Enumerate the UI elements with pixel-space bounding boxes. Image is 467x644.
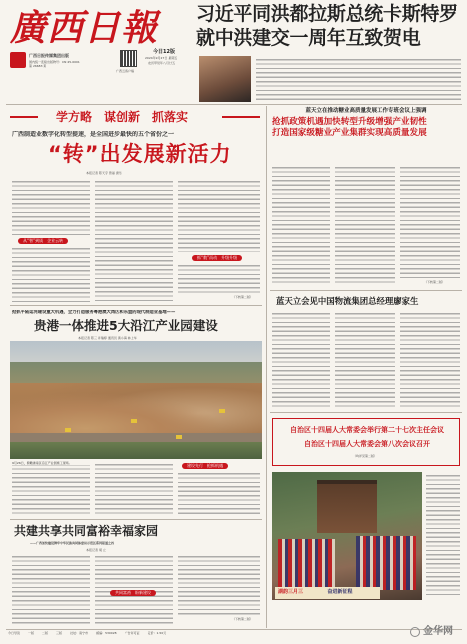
top-headline — [196, 2, 462, 50]
newspaper-logo: 廣西日報 — [10, 7, 159, 49]
lead-subhead-2: 抓“数”而动 升级升级 — [192, 255, 242, 261]
photo-story-headline: 贵港一体推进5大沿江产业园建设 — [34, 318, 218, 333]
meeting-line-2: 自治区十四届人大常委会第八次会议召开 — [304, 439, 430, 448]
footer-bar — [8, 631, 398, 641]
right-story-2-col-2 — [335, 312, 395, 408]
mid-divider — [10, 519, 262, 520]
issue-count: 第 26683 期 — [29, 64, 47, 68]
masthead-divider — [6, 104, 462, 105]
right-story-1-continued: （下转第二版） — [424, 280, 446, 284]
lead-byline: 本报记者 陈天宇 曾丽 唐乐 — [86, 171, 122, 175]
lead-headline: “转”出发展新活力 — [48, 142, 232, 166]
qr-code-icon — [120, 50, 137, 67]
right-divider-1 — [270, 290, 462, 291]
meeting-line-1: 自治区十四届人大常委会举行第二十七次主任会议 — [290, 425, 444, 434]
top-headline-line2: 就中洪建交一周年互致贺电 — [196, 27, 421, 49]
footer-item: 三版 — [56, 631, 63, 635]
footer-item: 一版 — [28, 631, 35, 635]
festival-caption-text — [426, 474, 460, 598]
festival-photo — [272, 472, 422, 600]
photo-story-byline: 本报记者 陈三 许瑞婷 通讯员 黄小海 林上华 — [78, 336, 137, 340]
footer-item: 邮编：530028 — [96, 631, 117, 635]
dancers-right — [356, 536, 416, 590]
bottom-subhead: 共同富裕 盼新建设 — [110, 590, 156, 596]
bottom-col-3 — [178, 555, 260, 615]
lead-continued: （下转第二版） — [232, 295, 254, 299]
caption-text — [12, 463, 90, 515]
photo-caption: 9月26日，俯瞰港南区沿江产业园施工现场。 — [12, 461, 90, 465]
bottom-subtitle: ——广西加快建设铸牢中华民族共同体意识示范区系列报道之四 — [30, 541, 115, 545]
watermark — [410, 622, 464, 642]
app-label: 广西云客户端 — [116, 69, 135, 73]
top-headline-line1: 习近平同洪都拉斯总统卡斯特罗 — [196, 3, 458, 25]
main-column-separator — [266, 106, 267, 628]
publisher-name: 广西日报传媒集团出版 — [29, 53, 69, 58]
lead-col-3 — [178, 180, 260, 252]
lunar-date: 农历甲辰年八月廿五 — [148, 61, 176, 65]
right-story-1-col-3 — [400, 166, 460, 278]
bottom-byline: 本报记者 胡 立 — [86, 548, 106, 552]
section-banner — [10, 108, 260, 126]
banner-ornament-right — [222, 116, 260, 118]
truck-1 — [65, 428, 71, 432]
footer-item: 社址：南宁市 — [70, 631, 89, 635]
right-story-2-col-3 — [400, 312, 460, 408]
masthead — [8, 4, 196, 90]
construction-site-photo — [10, 341, 262, 459]
issue-date: 2024年9月27日 星期五 — [145, 56, 178, 60]
right-story-2-headline: 蓝天立会见中国物流集团总经理廖家生 — [276, 296, 419, 306]
footer-item: 广告许可证 — [124, 631, 140, 635]
issue-number: 国内统一连续出版物号：CN 45-0001 — [29, 60, 80, 64]
truck-3 — [176, 435, 182, 439]
right-story-1-header — [272, 108, 460, 139]
right-divider-2 — [270, 412, 462, 413]
watermark-text: 金华网 — [423, 626, 453, 637]
watermark-icon — [410, 627, 420, 637]
right-story-1-col-2 — [335, 166, 395, 284]
footer-rule — [6, 629, 462, 630]
top-story-text — [256, 58, 461, 100]
mid-col-3 — [178, 472, 260, 515]
lead-col-2 — [95, 180, 173, 303]
meeting-continued: （均详见第二版） — [353, 454, 378, 458]
bottom-headline: 共建共享共同富裕幸福家园 — [14, 524, 159, 538]
footer-item: 定价：1.50元 — [147, 631, 167, 635]
footer-item: 今日导读 — [8, 631, 21, 635]
bottom-col-1 — [12, 555, 90, 625]
photo-road — [10, 433, 262, 442]
banner-ornament-left — [10, 116, 38, 118]
lead-kicker: 广西制造业数字化转型提速，是全国进步最快的五个省份之一 — [12, 131, 175, 138]
right-story-1-col-1 — [272, 166, 330, 284]
footer-item: 二版 — [42, 631, 49, 635]
right-story-1-main-2: 打造国家级糖业产业集群实现高质量发展 — [272, 128, 427, 138]
banner-title: 学方略 谋创新 抓落实 — [56, 110, 189, 124]
right-story-1-kicker: 蓝天立在推动糖业高质量发展工作专班会议上强调 — [305, 108, 427, 114]
meeting-notice-box — [272, 418, 460, 466]
photo-trees — [10, 442, 262, 459]
truck-4 — [219, 409, 225, 413]
dancers-left — [278, 539, 335, 590]
page-count: 今日12版 — [153, 49, 175, 55]
top-story-photo — [199, 56, 251, 102]
bottom-continued: （下转第二版） — [232, 617, 254, 621]
truck-2 — [131, 419, 137, 423]
photo-story-kicker: 抢抓平陆运河建设重大机遇，全力打造服务粤港澳大湾区和东盟的现代制造业基地—— — [12, 310, 176, 315]
right-story-2-col-1 — [272, 312, 330, 408]
logo-seal — [10, 52, 26, 68]
mid-col-2 — [95, 463, 173, 515]
festival-label-2: 奋进新征程 — [327, 589, 353, 596]
lead-subhead-1: 从“智”到质 企业云转 — [18, 238, 68, 244]
festival-label: 湖韵三月三 — [278, 589, 304, 596]
lead-col-1b — [12, 247, 90, 303]
lead-col-1 — [12, 180, 90, 236]
lead-divider — [10, 305, 262, 306]
lead-col-3b — [178, 264, 260, 294]
festival-gate — [317, 480, 377, 534]
mid-subhead: 建设先行 抢抓机遇 — [182, 463, 228, 469]
right-story-1-main-1: 抢抓政策机遇加快转型升级增强产业韧性 — [272, 117, 427, 127]
